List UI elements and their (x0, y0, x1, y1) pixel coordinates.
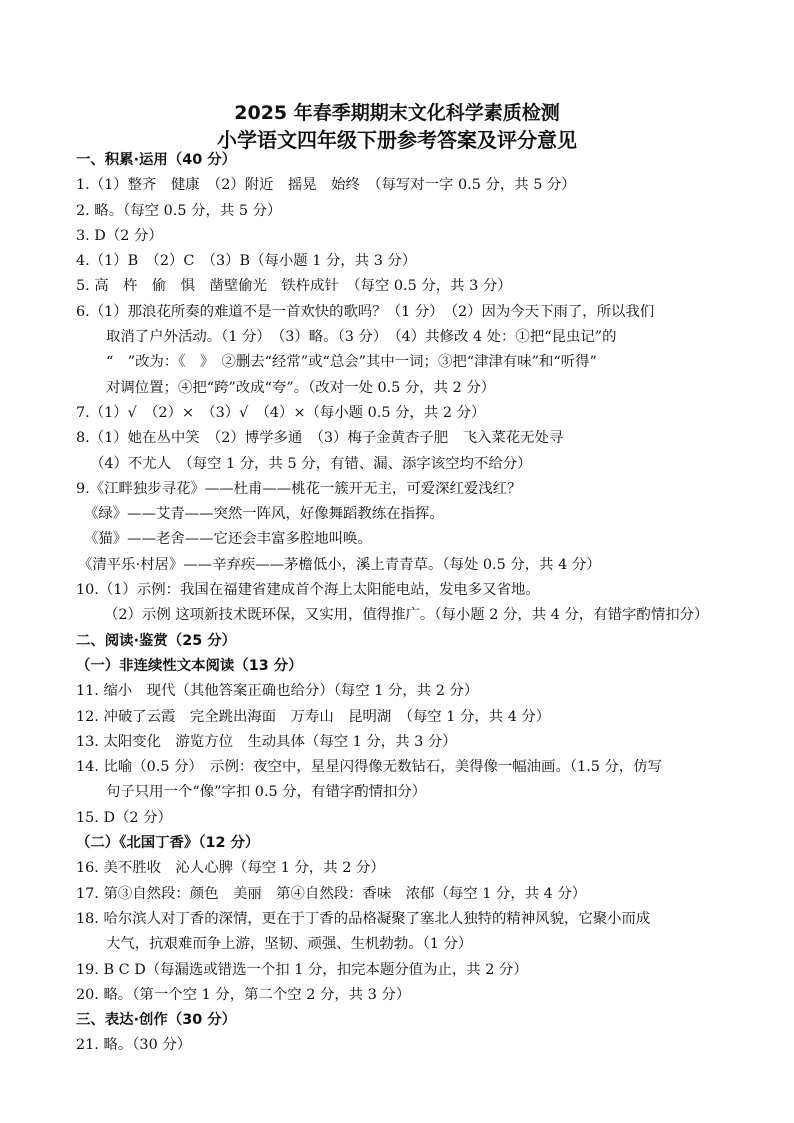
answer-line-continued: 《清平乐·村居》——辛弃疾——茅檐低小，溪上青青草。（每处 0.5 分，共 4 分） (78, 556, 601, 573)
answer-line: 6.（1）那浪花所奏的难道不是一首欢快的歌吗？（1 分） （2）因为今天下雨了，所以我们 (76, 303, 655, 320)
answer-line-continued: 大气，抗艰难而争上游，坚韧、顽强、生机勃勃。（1 分） (106, 936, 473, 953)
answer-line: 13. 太阳变化 游览方位 生动具体（每空 1 分，共 3 分） (76, 733, 457, 750)
section-heading-1: 一、积累·运用（40 分） (76, 152, 237, 168)
answer-line-continued: （2）示例 这项新技术既环保，又实用，值得推广。（每小题 2 分，共 4 分，有错字酌情扣分） (104, 607, 709, 624)
answer-line: 11. 缩小 现代（其他答案正确也给分）（每空 1 分，共 2 分） (76, 683, 479, 700)
answer-line: 21. 略。（30 分） (76, 1037, 192, 1054)
answer-line-continued: 《猫》——老舍——它还会丰富多腔地叫唤。 (84, 531, 372, 548)
subsection-heading-1: （一）非连续性文本阅读（13 分） (76, 657, 303, 674)
answer-line: 17. 第③自然段：颜色 美丽 第④自然段：香味 浓郁（每空 1 分，共 4 分） (76, 885, 587, 902)
section-heading-3: 三、表达·创作（30 分） (76, 1012, 237, 1029)
answer-line-continued: 对调位置；④把“跨”改成“夸”。（改对一处 0.5 分，共 2 分） (106, 379, 496, 396)
answer-content (76, 148, 766, 1059)
answer-line: 8.（1）她在丛中笑 （2）博学多通 （3）梅子金黄杏子肥 飞入菜花无处寻 (76, 430, 564, 447)
answer-line: 16. 美不胜收 沁人心脾（每空 1 分，共 2 分） (76, 860, 385, 877)
answer-line-continued: “ ”改为：《 》 ②删去“经常”或“总会”其中一词；③把“津津有味”和“听得” (106, 354, 597, 371)
answer-line-continued: 《绿》——艾青——突然一阵风，好像舞蹈教练在指挥。 (84, 506, 444, 523)
answer-line: 12. 冲破了云霞 完全跳出海面 万寿山 昆明湖 （每空 1 分，共 4 分） (76, 708, 551, 725)
answer-line: 9.《江畔独步寻花》——杜甫——桃花一簇开无主，可爱深红爱浅红？ (76, 480, 522, 497)
document-subtitle: 小学语文四年级下册参考答案及评分意见 (217, 128, 577, 152)
answer-line-continued: 句子只用一个“像”字扣 0.5 分，有错字酌情扣分） (106, 784, 427, 801)
answer-line-continued: （4）不尤人 （每空 1 分，共 5 分，有错、漏、添字该空均不给分） (90, 455, 532, 472)
answer-line: 18. 哈尔滨人对丁香的深情，更在于丁香的品格凝聚了塞北人独特的精神风貌，它聚小而成 (76, 910, 651, 927)
answer-line: 4.（1）B （2）C （3）B（每小题 1 分，共 3 分） (76, 253, 417, 270)
section-heading-2: 二、阅读·鉴赏（25 分） (76, 632, 237, 649)
answer-line: 20. 略。（第一个空 1 分，第二个空 2 分，共 3 分） (76, 986, 411, 1003)
answer-line: 2. 略。（每空 0.5 分，共 5 分） (76, 202, 282, 219)
answer-line-continued: 取消了户外活动。（1 分） （3）略。（3 分） （4）共修改 4 处：①把“昆虫记”的 (106, 329, 617, 346)
answer-line: 19. B C D（每漏选或错选一个扣 1 分，扣完本题分值为止，共 2 分） (76, 961, 528, 978)
answer-line: 7.（1）√ （2）× （3）√ （4）×（每小题 0.5 分，共 2 分） (76, 404, 486, 421)
subsection-heading-2: （二）《北国丁香》（12 分） (76, 835, 260, 852)
answer-line: 10.（1）示例：我国在福建省建成首个海上太阳能电站，发电多又省地。 (76, 582, 540, 599)
answer-line: 3. D（2 分） (76, 227, 163, 244)
document-title: 2025 年春季期期末文化科学素质检测 (234, 102, 560, 124)
answer-line: 5. 高 杵 偷 惧 凿壁偷光 铁杵成针 （每空 0.5 分，共 3 分） (76, 278, 512, 295)
answer-line: 14. 比喻（0.5 分） 示例：夜空中，星星闪得像无数钻石，美得像一幅油画。（1.5 分，仿写 (76, 759, 663, 776)
answer-line: 1.（1）整齐 健康 （2）附近 摇晃 始终 （每写对一字 0.5 分，共 5 分） (76, 177, 576, 194)
answer-line: 15. D（2 分） (76, 809, 172, 826)
